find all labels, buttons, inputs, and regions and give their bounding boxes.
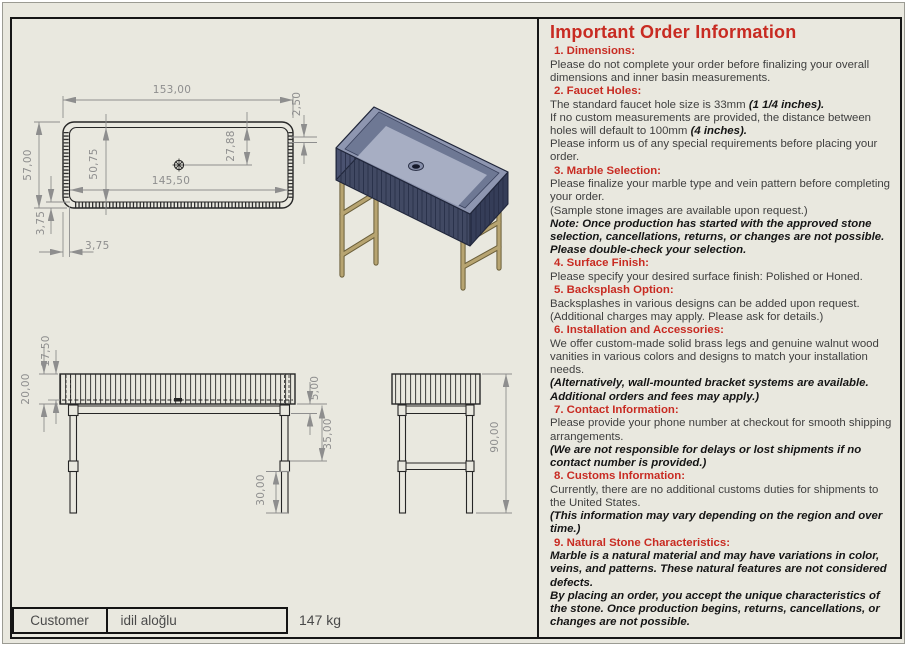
order-info-panel	[540, 19, 900, 636]
dim-hole-offset: 27,88	[225, 130, 237, 162]
info-text-run: Note: Once production has started with the approved stone selection, cancellations, returns, or changes are not possible. Please double-check your selection.	[550, 217, 885, 257]
info-sections	[550, 45, 892, 629]
info-paragraph	[550, 178, 892, 204]
info-paragraph	[550, 444, 892, 470]
dim-lower-leg: 30,00	[255, 474, 267, 506]
dim-corner-offset: 3,75	[85, 240, 110, 252]
dim-basin-height: 20,00	[20, 373, 32, 405]
side-view-dimension-labels	[489, 421, 501, 453]
info-paragraph	[550, 590, 892, 630]
info-text-run: (This information may vary depending on the region and over time.)	[550, 510, 883, 536]
info-text-run: If no custom measurements are provided, the distance between holes will default to 100mm	[550, 111, 872, 137]
iso-drain	[409, 162, 424, 171]
dim-top-wall: 2,50	[291, 91, 303, 117]
info-text-run: Backsplashes in various designs can be added upon request.	[550, 297, 860, 310]
dim-rail-height: 5,00	[309, 375, 321, 401]
info-section-heading: 2. Faucet Holes:	[554, 85, 642, 97]
info-text-run: (Alternatively, wall-mounted bracket systems are available. Additional orders and fees may apply.)	[550, 377, 869, 403]
info-text-run: Please finalize your marble type and vein pattern before completing your order.	[550, 178, 891, 204]
info-paragraph	[550, 99, 892, 112]
info-paragraph	[550, 271, 892, 284]
info-title: Important Order Information	[550, 22, 797, 42]
info-text-run: Currently, there are no additional customs duties for shipments to the United States.	[550, 483, 879, 510]
info-text-run: (We are not responsible for delays or lost shipments if no contact number is provided.)	[550, 443, 862, 470]
info-paragraph	[550, 338, 892, 378]
info-text-run: (Additional charges may apply. Please ask for details.)	[550, 311, 824, 324]
weight-text: 147 kg	[299, 612, 342, 628]
info-section-heading: 9. Natural Stone Characteristics:	[554, 536, 730, 549]
info-text-run: Please inform us of any special requirements before placing your order.	[550, 138, 878, 164]
info-text-run: (1 1/4 inches).	[748, 98, 825, 111]
dim-inner-width: 145,50	[151, 175, 191, 187]
info-text-run: Marble is a natural material and may have variations in color, veins, and patterns. These natural features are not considered defects.	[550, 550, 887, 589]
info-paragraph	[550, 377, 892, 403]
info-paragraph	[550, 510, 892, 536]
iso-view	[332, 100, 508, 288]
info-paragraph	[550, 298, 892, 311]
dim-basin-lip: 17,50	[40, 335, 52, 367]
info-section-heading: 5. Backsplash Option:	[554, 284, 674, 297]
info-text-run: The standard faucet hole size is 33mm	[550, 98, 749, 111]
dim-bottom-wall: 3,75	[35, 210, 47, 236]
info-paragraph	[550, 484, 892, 510]
customer-label-cell: Customer	[14, 609, 108, 632]
info-section-heading: 3. Marble Selection:	[554, 164, 661, 177]
dim-overall-width: 153,00	[152, 84, 192, 96]
info-text-run: Please do not complete your order before finalizing your overall dimensions and inner basin measurements.	[550, 58, 870, 84]
info-text-run: (Sample stone images are available upon request.)	[550, 204, 808, 217]
info-section-heading: 8. Customs Information:	[554, 470, 685, 483]
info-paragraph	[550, 59, 892, 85]
info-section-heading: 1. Dimensions:	[554, 45, 636, 57]
info-section-heading: 4. Surface Finish:	[554, 257, 649, 270]
info-paragraph	[550, 112, 892, 138]
dim-upper-leg: 35,00	[322, 418, 334, 450]
customer-name-cell: idil aloğlu	[120, 613, 177, 628]
info-section-heading: 6. Installation and Accessories:	[554, 324, 724, 337]
info-section-heading: 7. Contact Information:	[554, 403, 679, 416]
dim-overall-depth: 57,00	[22, 149, 34, 181]
info-paragraph	[550, 417, 892, 443]
title-block	[12, 607, 288, 634]
info-text-run: (4 inches).	[690, 125, 747, 137]
info-paragraph	[550, 205, 892, 218]
top-view-dimension-labels	[22, 84, 303, 252]
info-paragraph	[550, 550, 892, 590]
dim-total-height: 90,00	[489, 421, 501, 453]
info-text-run: By placing an order, you accept the unique characteristics of the stone. Once production begins, returns, cancellations, or changes are not possible.	[550, 589, 880, 629]
side-view	[392, 374, 480, 513]
info-paragraph	[550, 138, 892, 164]
info-text-run: Please provide your phone number at checkout for smooth shipping arrangements.	[550, 417, 892, 443]
info-paragraph	[550, 218, 892, 258]
info-paragraph	[550, 311, 892, 324]
dim-inner-depth: 50,75	[88, 148, 100, 180]
faucet-hole-symbol	[173, 159, 186, 172]
info-text-run: Please specify your desired surface finish: Polished or Honed.	[550, 271, 863, 284]
info-text-run: We offer custom-made solid brass legs and genuine walnut wood vanities in various colors and designs to match your installation needs.	[550, 337, 879, 377]
